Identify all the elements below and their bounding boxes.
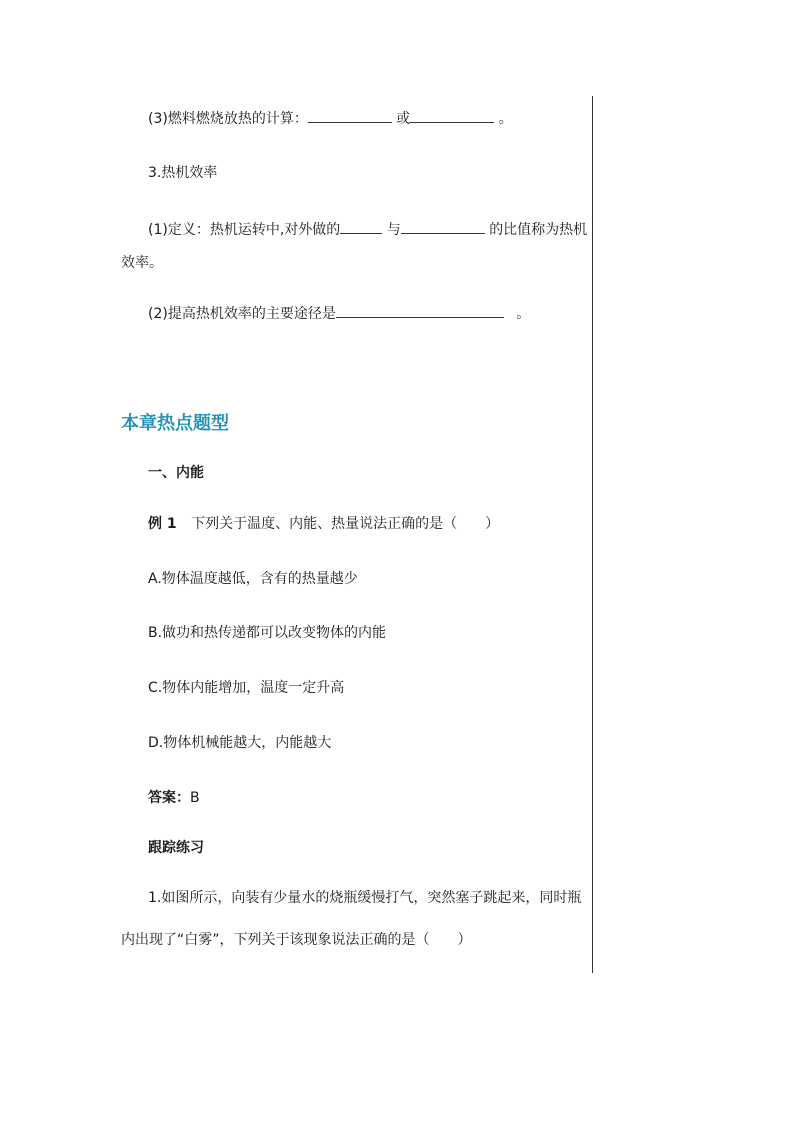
answer-line: [148, 788, 200, 808]
fill-blank[interactable]: [336, 303, 504, 318]
practice-heading: 跟踪练习: [148, 840, 204, 856]
fuel-heat-or: 或: [396, 111, 411, 127]
practice-question-line1: 1.如图所示，向装有少量水的烧瓶缓慢打气，突然塞子跳起来，同时瓶: [148, 890, 582, 906]
example-question: [148, 514, 499, 534]
definition-continuation: 效率。: [121, 255, 163, 271]
definition-and: 与: [386, 222, 401, 238]
fuel-heat-prefix: (3)燃料燃烧放热的计算：: [148, 111, 308, 127]
efficiency-improvement-line: [148, 303, 530, 324]
fuel-heat-end: 。: [498, 111, 513, 127]
fill-blank[interactable]: [401, 219, 485, 234]
heat-engine-efficiency-heading: 3.热机效率: [148, 165, 218, 181]
fill-blank[interactable]: [340, 219, 382, 234]
fuel-heat-line: [148, 108, 513, 129]
answer-value: B: [190, 790, 200, 806]
option-c: C.物体内能增加，温度一定升高: [148, 680, 345, 696]
fill-blank[interactable]: [410, 108, 494, 123]
section-title: 本章热点题型: [121, 413, 229, 434]
answer-label: 答案：: [148, 790, 190, 806]
right-margin-rule: [592, 96, 593, 973]
example-label: 例 1: [148, 516, 177, 532]
option-b: B.做功和热传递都可以改变物体的内能: [148, 625, 387, 641]
definition-line: [148, 219, 587, 240]
fill-blank[interactable]: [308, 108, 392, 123]
option-a: A.物体温度越低，含有的热量越少: [148, 571, 358, 587]
efficiency-prefix: (2)提高热机效率的主要途径是: [148, 306, 336, 322]
definition-prefix: (1)定义：热机运转中,对外做的: [148, 222, 341, 238]
efficiency-end: 。: [516, 306, 531, 322]
option-d: D.物体机械能越大，内能越大: [148, 735, 332, 751]
definition-suffix: 的比值称为热机: [489, 222, 588, 238]
section-subtitle: 一、内能: [148, 465, 204, 481]
practice-question-line2: 内出现了“白雾”，下列关于该现象说法正确的是（ ）: [121, 932, 472, 948]
example-question-text: 下列关于温度、内能、热量说法正确的是（ ）: [191, 516, 500, 532]
